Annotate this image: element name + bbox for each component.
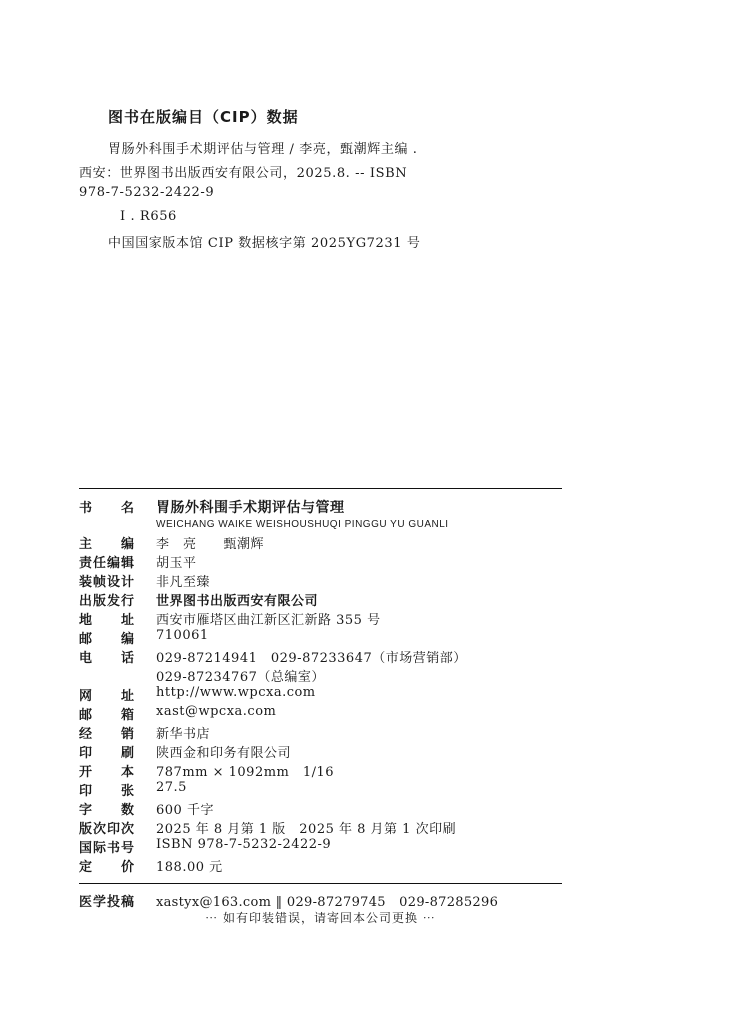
- submission-row: [79, 891, 562, 910]
- design-row: [79, 571, 562, 590]
- submission-value: xastyx@163.com ‖ 029-87279745 029-87285296: [156, 895, 499, 910]
- distributor-label: 经 销: [79, 727, 136, 742]
- cip-line-title: 胃肠外科围手术期评估与管理 / 李亮，甄潮辉主编 .: [108, 142, 418, 157]
- isbn-value: ISBN 978-7-5232-2422-9: [156, 837, 332, 852]
- phone-label: 电 话: [79, 651, 136, 666]
- book-title-row: [79, 497, 562, 516]
- edition-value: 2025 年 8 月第 1 版 2025 年 8 月第 1 次印刷: [156, 822, 457, 837]
- book-title-label: 书 名: [79, 501, 136, 516]
- price-row: [79, 856, 562, 875]
- format-value: 787mm × 1092mm 1/16: [156, 765, 335, 780]
- cip-line-approval-number: 中国国家版本馆 CIP 数据核字第 2025YG7231 号: [108, 236, 421, 251]
- address-row: [79, 609, 562, 628]
- printer-value: 陕西金和印务有限公司: [156, 746, 292, 761]
- publisher-value: 世界图书出版西安有限公司: [156, 594, 319, 609]
- distributor-value: 新华书店: [156, 727, 211, 742]
- sheets-row: [79, 780, 562, 799]
- pinyin-row: [79, 516, 562, 533]
- editor-label: 主 编: [79, 537, 136, 552]
- cip-line-isbn: 978-7-5232-2422-9: [79, 185, 215, 200]
- format-row: [79, 761, 562, 780]
- postcode-value: 710061: [156, 628, 209, 643]
- printer-label: 印 刷: [79, 746, 136, 761]
- publisher-label: 出版发行: [79, 594, 136, 609]
- edition-row: [79, 818, 562, 837]
- responsible-editor-value: 胡玉平: [156, 556, 197, 571]
- postcode-row: [79, 628, 562, 647]
- editor-value: 李 亮 甄潮辉: [156, 537, 265, 552]
- price-label: 定 价: [79, 860, 136, 875]
- phone-value-2: 029-87234767（总编室）: [156, 670, 325, 685]
- responsible-editor-label: 责任编辑: [79, 556, 136, 571]
- phone-row-2: [79, 666, 562, 685]
- isbn-row: [79, 837, 562, 856]
- email-label: 邮 箱: [79, 708, 136, 723]
- design-value: 非凡至臻: [156, 575, 211, 590]
- imprint-info: [79, 497, 562, 875]
- distributor-row: [79, 723, 562, 742]
- cip-line-classification: Ⅰ . R656: [120, 209, 177, 224]
- address-label: 地 址: [79, 613, 136, 628]
- top-divider: [79, 488, 562, 489]
- publisher-row: [79, 590, 562, 609]
- phone-row: [79, 647, 562, 666]
- email-value: xast@wpcxa.com: [156, 704, 277, 719]
- cip-heading: 图书在版编目（CIP）数据: [108, 108, 299, 126]
- edition-label: 版次印次: [79, 822, 136, 837]
- misprint-notice: ⋯ 如有印装错误，请寄回本公司更换 ⋯: [205, 911, 436, 925]
- email-row: [79, 704, 562, 723]
- words-value: 600 千字: [156, 803, 214, 818]
- website-value: http://www.wpcxa.com: [156, 685, 316, 700]
- price-value: 188.00 元: [156, 860, 223, 875]
- design-label: 装帧设计: [79, 575, 136, 590]
- postcode-label: 邮 编: [79, 632, 136, 647]
- format-label: 开 本: [79, 765, 136, 780]
- book-title-pinyin: WEICHANG WAIKE WEISHOUSHUQI PINGGU YU GUANLI: [156, 519, 449, 530]
- website-row: [79, 685, 562, 704]
- address-value: 西安市雁塔区曲江新区汇新路 355 号: [156, 613, 381, 628]
- book-title-value: 胃肠外科围手术期评估与管理: [156, 500, 345, 516]
- sheets-label: 印 张: [79, 784, 136, 799]
- editor-row: [79, 533, 562, 552]
- sheets-value: 27.5: [156, 780, 187, 795]
- submission-label: 医学投稿: [79, 895, 136, 910]
- words-row: [79, 799, 562, 818]
- website-label: 网 址: [79, 689, 136, 704]
- words-label: 字 数: [79, 803, 136, 818]
- bottom-divider: [79, 883, 562, 884]
- responsible-editor-row: [79, 552, 562, 571]
- phone-value-1: 029-87214941 029-87233647（市场营销部）: [156, 651, 467, 666]
- printer-row: [79, 742, 562, 761]
- isbn-label: 国际书号: [79, 841, 136, 856]
- cip-line-publication: 西安：世界图书出版西安有限公司，2025.8. -- ISBN: [79, 166, 408, 181]
